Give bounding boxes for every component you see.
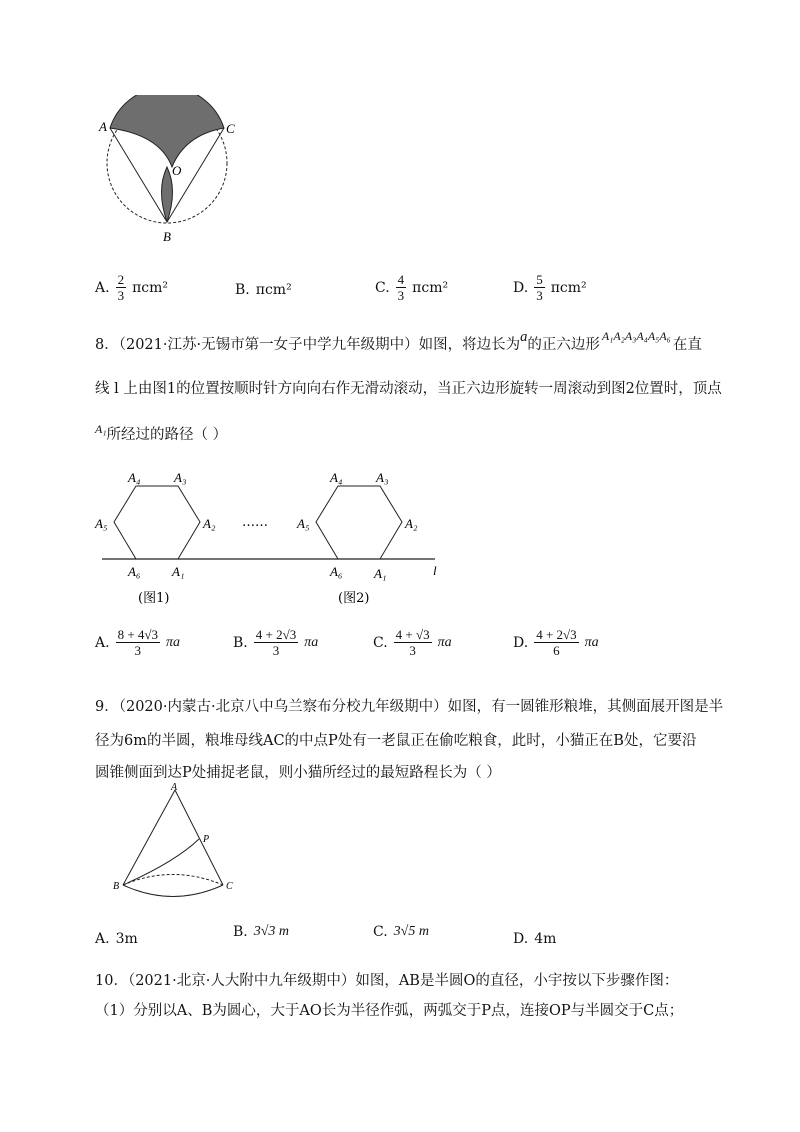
q8-fig1-label-a4: A₄: [128, 470, 141, 485]
q7-option-d[interactable]: [513, 272, 587, 303]
q9-option-b[interactable]: [233, 924, 289, 940]
option-unit: πcm²: [550, 279, 587, 296]
q7-option-b[interactable]: [235, 282, 292, 298]
numerator: 4 + 2√3: [255, 627, 297, 642]
q8-option-d[interactable]: [513, 627, 599, 658]
q8-fig1-label-a6: A₆: [128, 564, 141, 579]
option-letter: B.: [233, 634, 248, 651]
option-letter: A.: [95, 634, 110, 651]
numerator: 2: [117, 272, 125, 287]
option-letter: D.: [513, 931, 529, 947]
option-letter: B.: [235, 282, 250, 298]
option-tail: πa: [584, 634, 599, 650]
numerator: 4 + 2√3: [536, 627, 577, 642]
q9-label-a: A: [171, 782, 178, 793]
q8-option-b[interactable]: [233, 627, 318, 658]
q8-line-1: [95, 329, 702, 356]
option-letter: A.: [95, 279, 110, 296]
q9-line-3: 圆锥侧面到达P处捕捉老鼠，则小猫所经过的最短路程长为（ ）: [95, 765, 501, 781]
denominator: 3: [409, 643, 416, 658]
q8-caption-1: (图1): [138, 591, 170, 606]
option-value: 3√5 m: [393, 924, 429, 939]
denominator: 3: [117, 288, 125, 303]
q8-line1-prefix: 8．（2021·江苏·无锡市第一女子中学九年级期中）如图，将边长为: [95, 337, 521, 353]
q8-fig2-label-a4: A₄: [330, 470, 343, 485]
q9-line-1: 9．（2020·内蒙古·北京八中乌兰察布分校九年级期中）如图，有一圆锥形粮堆，其侧面展开图是半: [95, 699, 724, 715]
option-letter: C.: [373, 634, 388, 651]
option-tail: πa: [166, 634, 181, 650]
numerator: 4: [397, 272, 405, 287]
q8-caption-2: (图2): [338, 591, 370, 606]
q8-dots: ……: [242, 515, 268, 530]
q8-line-3: [95, 424, 227, 446]
q10-line-2: （1）分别以A、B为圆心，大于AO长为半径作弧，两弧交于P点，连接OP与半圆交于C点；: [95, 1003, 684, 1019]
fraction: [116, 627, 160, 658]
fraction: [396, 272, 407, 303]
option-letter: A.: [95, 931, 110, 947]
denominator: 3: [536, 288, 543, 303]
option-letter: C.: [375, 279, 390, 296]
q9-option-a[interactable]: [95, 931, 138, 947]
denominator: 3: [272, 643, 280, 658]
q8-fig2-label-a5: A₅: [297, 516, 310, 531]
option-unit: πcm²: [132, 279, 168, 296]
option-value: 3√3 m: [253, 924, 290, 939]
q9-line-2: 径为6m的半圆，粮堆母线AC的中点P处有一老鼠正在偷吃粮食，此时，小猫正在B处，它要沿: [95, 733, 697, 749]
option-letter: D.: [513, 279, 529, 296]
q9-label-b: B: [113, 881, 120, 892]
q8-line1-mid: 的正六边形: [527, 337, 600, 353]
denominator: 3: [397, 288, 405, 303]
q7-label-b: B: [163, 229, 171, 244]
q7-figure: [90, 95, 250, 255]
q8-fig2-label-a6: A₆: [330, 564, 343, 579]
q8-figure: [90, 462, 450, 612]
denominator: 6: [553, 643, 560, 658]
q8-fig2-label-a1: A₁: [374, 566, 387, 581]
q9-option-c[interactable]: [373, 924, 429, 940]
q10-line-1: 10．（2021·北京·人大附中九年级期中）如图，AB是半圆O的直径，小宇按以下步骤作图：: [95, 973, 679, 989]
q8-line-label: l: [433, 563, 437, 578]
q8-line3-text: 所经过的路径（ ）: [106, 427, 228, 443]
option-unit: πcm²: [255, 282, 292, 298]
option-tail: πa: [437, 634, 452, 650]
numerator: 8 + 4√3: [117, 627, 159, 642]
q8-vertex-a1: A₁: [95, 422, 107, 436]
q8-fig1-label-a1: A₁: [172, 564, 185, 579]
q7-option-c[interactable]: [375, 272, 448, 303]
option-unit: πcm²: [412, 279, 449, 296]
numerator: 5: [536, 272, 543, 287]
fraction: [534, 627, 578, 658]
option-value: 3m: [115, 931, 138, 947]
q8-hexagon-name: A₁A₂A₃A₄A₅A₆: [601, 329, 671, 343]
fraction: [394, 627, 432, 658]
option-letter: C.: [373, 924, 388, 940]
q8-fig1-label-a5: A₅: [95, 516, 108, 531]
option-letter: B.: [233, 924, 248, 940]
q8-fig1-label-a3: A₃: [174, 470, 187, 485]
q9-label-p: P: [203, 834, 210, 845]
q8-line-2: 线 l 上由图1的位置按顺时针方向向右作无滑动滚动，当正六边形旋转一周滚动到图2位置时，顶点: [95, 381, 722, 397]
q9-figure: [105, 782, 255, 912]
q9-label-c: C: [226, 881, 233, 892]
option-letter: D.: [513, 634, 529, 651]
q8-line1-suffix: 在直: [672, 337, 702, 353]
option-value: 4m: [534, 931, 557, 947]
q8-fig2-label-a3: A₃: [376, 470, 389, 485]
option-tail: πa: [304, 634, 319, 650]
q7-label-a: A: [99, 119, 107, 134]
denominator: 3: [134, 643, 142, 658]
numerator: 4 + √3: [395, 627, 430, 642]
fraction: [116, 272, 127, 303]
q8-option-c[interactable]: [373, 627, 452, 658]
q8-fig1-label-a2: A₂: [203, 516, 216, 531]
q7-label-c: C: [226, 121, 235, 136]
q8-option-a[interactable]: [95, 627, 180, 658]
fraction: [534, 272, 545, 303]
q8-var-a: a: [520, 329, 528, 345]
q9-option-d[interactable]: [513, 931, 556, 947]
q7-label-o: O: [172, 163, 182, 178]
fraction: [254, 627, 298, 658]
q8-fig2-label-a2: A₂: [405, 516, 418, 531]
q7-option-a[interactable]: [95, 272, 168, 303]
